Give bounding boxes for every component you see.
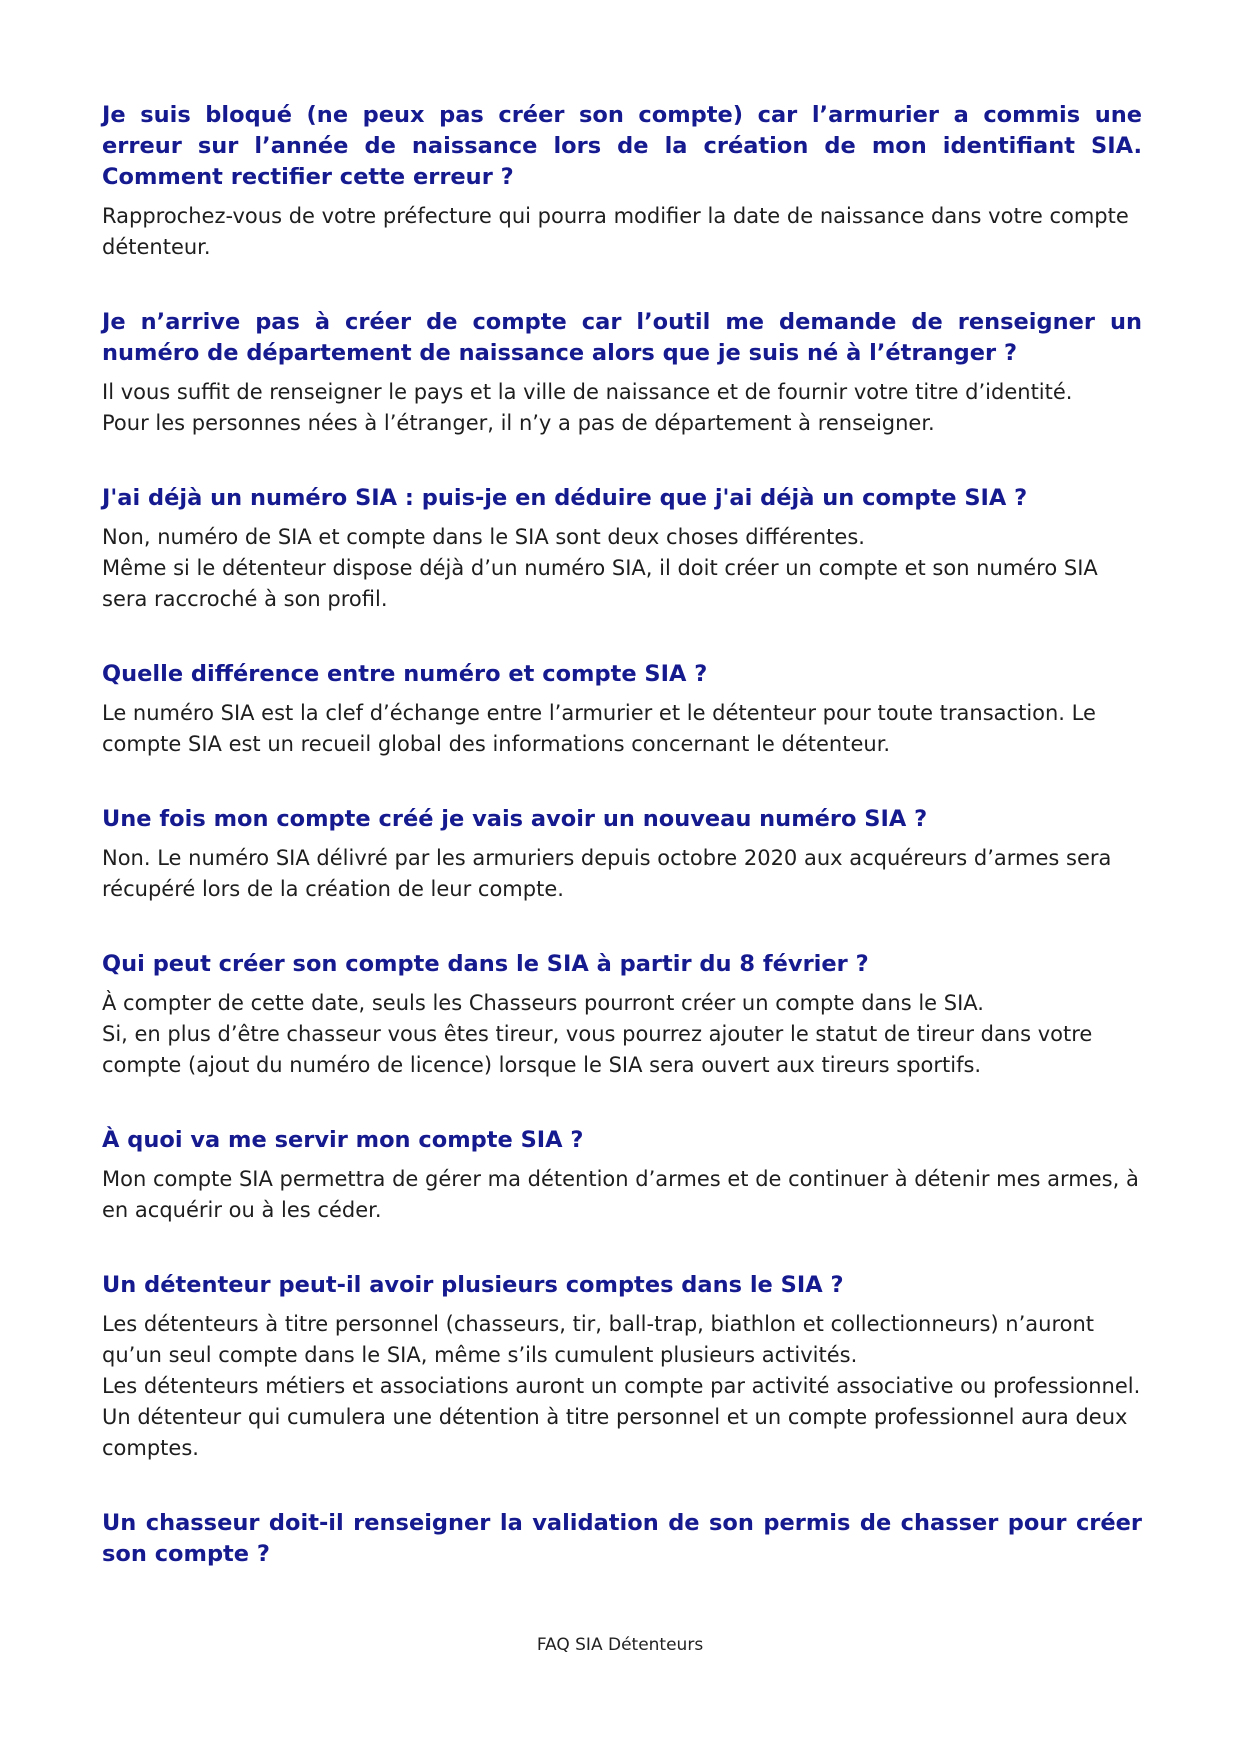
answer-paragraph: Mon compte SIA permettra de gérer ma détention d’armes et de continuer à détenir mes armes, à en acquérir ou à les céder. (102, 1167, 1139, 1222)
faq-item (102, 949, 1142, 1081)
faq-answer (102, 201, 1142, 263)
faq-item (102, 1125, 1142, 1226)
faq-item (102, 659, 1142, 760)
answer-paragraph: À compter de cette date, seuls les Chasseurs pourront créer un compte dans le SIA. (102, 991, 984, 1015)
answer-paragraph: Le numéro SIA est la clef d’échange entre l’armurier et le détenteur pour toute transaction. Le compte SIA est un recueil global des informations concernant le détenteur. (102, 701, 1096, 756)
faq-item (102, 483, 1142, 615)
answer-paragraph: Rapprochez-vous de votre préfecture qui pourra modifier la date de naissance dans votre compte détenteur. (102, 204, 1129, 259)
answer-paragraph: Si, en plus d’être chasseur vous êtes tireur, vous pourrez ajouter le statut de tireur dans votre compte (ajout du numéro de licence) lorsque le SIA sera ouvert aux tireurs sportifs. (102, 1022, 1093, 1077)
faq-item (102, 100, 1142, 263)
faq-answer (102, 522, 1142, 615)
faq-answer (102, 377, 1142, 439)
faq-answer (102, 698, 1142, 760)
faq-question: Qui peut créer son compte dans le SIA à partir du 8 février ? (102, 951, 869, 977)
faq-question: À quoi va me servir mon compte SIA ? (102, 1127, 584, 1153)
faq-item (102, 804, 1142, 905)
faq-list (102, 100, 1142, 1614)
faq-item (102, 1508, 1142, 1570)
faq-answer (102, 1309, 1142, 1464)
faq-question: Quelle différence entre numéro et compte SIA ? (102, 661, 708, 687)
answer-paragraph: Il vous suffit de renseigner le pays et la ville de naissance et de fournir votre titre d’identité. (102, 380, 1073, 404)
faq-answer (102, 988, 1142, 1081)
answer-paragraph: Non. Le numéro SIA délivré par les armuriers depuis octobre 2020 aux acquéreurs d’armes sera récupéré lors de la création de leur compte. (102, 846, 1112, 901)
faq-question: Je suis bloqué (ne peux pas créer son compte) car l’armurier a commis une erreur sur l’année de naissance lors de la création de mon identifiant SIA. Comment rectifier cette erreur ? (102, 102, 1142, 190)
faq-question: Un détenteur peut-il avoir plusieurs comptes dans le SIA ? (102, 1272, 844, 1298)
faq-answer (102, 1164, 1142, 1226)
answer-paragraph: Les détenteurs métiers et associations auront un compte par activité associative ou professionnel. (102, 1374, 1141, 1398)
answer-paragraph: Pour les personnes nées à l’étranger, il n’y a pas de département à renseigner. (102, 411, 935, 435)
faq-question: Je n’arrive pas à créer de compte car l’outil me demande de renseigner un numéro de département de naissance alors que je suis né à l’étranger ? (102, 309, 1142, 366)
faq-question: Une fois mon compte créé je vais avoir un nouveau numéro SIA ? (102, 806, 928, 832)
faq-question: J'ai déjà un numéro SIA : puis-je en déduire que j'ai déjà un compte SIA ? (102, 485, 1028, 511)
page-footer: FAQ SIA Détenteurs (536, 1635, 704, 1655)
answer-paragraph: Non, numéro de SIA et compte dans le SIA sont deux choses différentes. (102, 525, 865, 549)
answer-paragraph: Un détenteur qui cumulera une détention à titre personnel et un compte professionnel aura deux comptes. (102, 1405, 1128, 1460)
answer-paragraph: Même si le détenteur dispose déjà d’un numéro SIA, il doit créer un compte et son numéro SIA sera raccroché à son profil. (102, 556, 1098, 611)
faq-question: Un chasseur doit-il renseigner la validation de son permis de chasser pour créer son compte ? (102, 1510, 1142, 1567)
faq-item (102, 307, 1142, 439)
faq-answer (102, 843, 1142, 905)
answer-paragraph: Les détenteurs à titre personnel (chasseurs, tir, ball-trap, biathlon et collectionneurs) n’auront qu’un seul compte dans le SIA, même s’ils cumulent plusieurs activités. (102, 1312, 1095, 1367)
faq-item (102, 1270, 1142, 1464)
